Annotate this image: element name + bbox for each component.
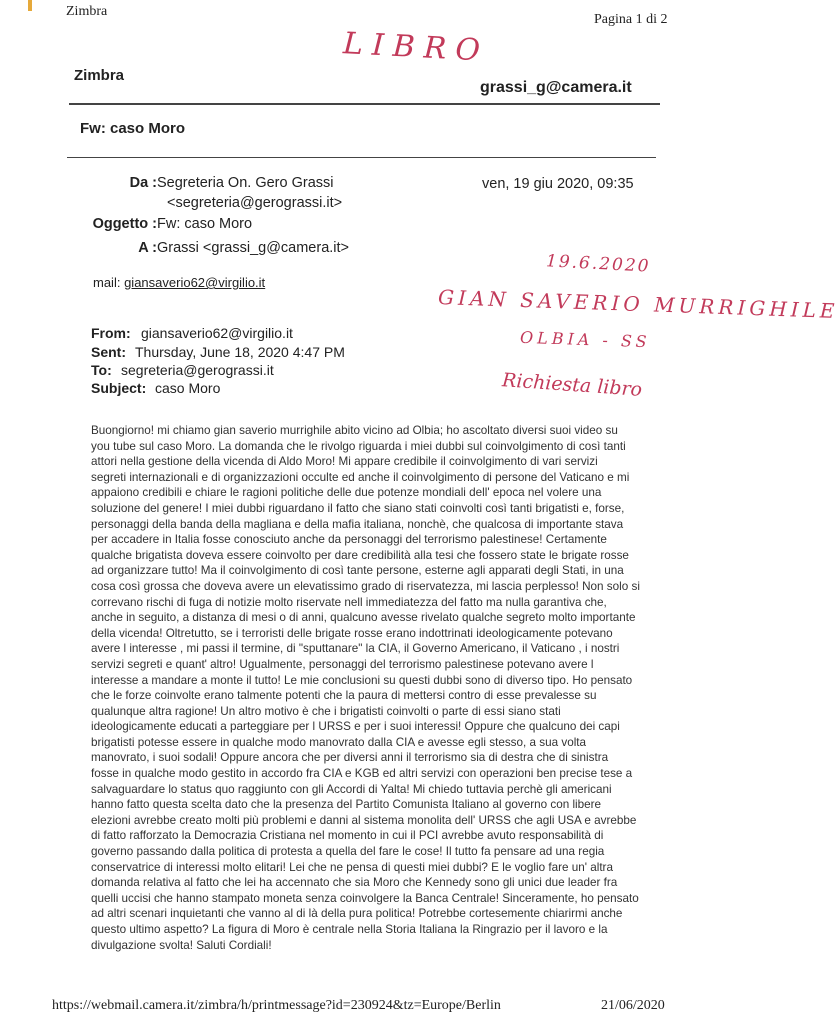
handwritten-request: Richiesta libro [501,369,643,401]
footer-url: https://webmail.camera.it/zimbra/h/printmessage?id=230924&tz=Europe/Berlin [52,998,501,1013]
body-line: brigatisti potesse essere in qualche modo manovrato dalla CIA e avesse egli stesso, a sua volta [91,735,587,749]
fw-sent-label: Sent: [91,344,126,360]
print-header-title: Zimbra [66,4,108,19]
account-email: grassi_g@camera.it [480,79,632,96]
fw-from-value: giansaverio62@virgilio.it [141,325,293,341]
body-line: qualunque altra ragione! Un altro motivo è che i brigatisti coinvolti o parte di essi siano stati [91,704,561,718]
body-line: della vicenda! Oltretutto, se i terroristi delle brigate rosse erano indottrinati ideologicamente potevano [91,626,613,640]
body-line: you tube sul caso Moro. La domanda che le rivolgo riguarda i miei dubbi sul coinvolgimento di così tanti [91,439,626,453]
to-label: A : [138,240,157,256]
footer-date: 21/06/2020 [601,998,665,1013]
body-line: salvaguardare lo status quo raggiunto con gli Accordi di Yalta! Mi chiedo tuttavia perchè gli americani [91,782,612,796]
body-line: avere l interesse , mi passi il termine, di "sputtanare" la CIA, il Governo Americano, il Vaticano , i nostri [91,642,620,656]
page-title: Fw: caso Moro [80,120,186,137]
body-line: questo ultimo aspetto? La figura di Moro è centrale nella Storia Italiana la Ringrazio per il lavoro e la [91,923,608,936]
title-divider [67,157,656,158]
body-line: correvano rischi di fuga di notizie molto riservate nell immediatezza del fatto ma nulla garantiva che, [91,595,607,609]
body-line: elezioni avrebbe creato molti più problemi e danni al sistema monolita dell' URSS che agli USA e avrebbe [91,813,637,827]
body-line: conservatrice di interessi molto elitari! Lei che ne pensa di questi miei dubbi? E le voglio fare un' altra [91,860,613,874]
subject-value: Fw: caso Moro [157,216,253,232]
print-page-number: Pagina 1 di 2 [594,12,668,27]
body-line: domanda relativa al fatto che lei ha accennato che sia Moro che Kennedy sono gli unici due leader fra [91,876,618,890]
body-line: appaiono credibili e chiare le ragioni politiche delle due potenze mondiali dell' epoca nel volere una [91,486,602,500]
mail-address-link[interactable]: giansaverio62@virgilio.it [124,275,266,290]
body-line: servizi segreti e quant' altro! Ugualmente, personaggi del terrorismo palestinese potevano avere l [91,657,594,671]
from-name: Segreteria On. Gero Grassi [157,175,334,191]
handwritten-city: OLBIA - SS [519,327,651,352]
header-divider [69,103,660,105]
fw-sent-value: Thursday, June 18, 2020 4:47 PM [135,344,345,360]
message-date: ven, 19 giu 2020, 09:35 [482,176,634,192]
body-line: per accadere in Italia fosse conosciuto anche da personaggi del terrorismo palestinese! Certamente [91,533,607,547]
fw-subject-label: Subject: [91,380,147,396]
body-line: che le forze coinvolte erano talmente potenti che la paura di mettersi contro di esse prevalesse su [91,689,597,703]
message-body [91,423,673,953]
handwritten-date: 19.6.2020 [545,251,651,277]
handwritten-libro: LIBRO [342,26,490,69]
body-line: ideologicamente educati a parteggiare per l URSS e per i suoi interessi! Oppure che qualcuno dei capi [91,720,620,734]
fw-subject-value: caso Moro [155,380,221,396]
body-line: governo passando dalla politica di protesta a quella del fare le cose! Il tutto fa pensare ad una regia [91,845,605,859]
body-line: cosa così grossa che doveva avere un elevatissimo grado di riservatezza, mi lascia perplesso! Non solo si [91,579,640,593]
body-line: attori nella gestione della vicenda di Aldo Moro! Mi appare credibile il coinvolgimento di vari servizi [91,455,598,469]
body-line: ad altri scenari inquietanti che vanno al di là della pura politica! Potrebbe cortesemente chiarirmi anche [91,907,623,921]
mail-line [93,275,265,290]
subject-label: Oggetto : [92,216,157,232]
body-line: Buongiorno! mi chiamo gian saverio murrighile abito vicino ad Olbia; ho ascoltato diversi suoi video su [91,424,618,437]
mail-label: mail: [93,275,121,290]
body-line: hanno fatto questa scelta dato che la presenza del Partito Comunista Italiano al governo con libere [91,798,602,812]
fw-to-value: segreteria@gerograssi.it [121,362,274,378]
fw-to-label: To: [91,362,112,378]
fw-from-label: From: [91,325,131,341]
from-address: <segreteria@gerograssi.it> [167,195,343,211]
body-line: di fatto rafforzato la Democrazia Cristiana nel momento in cui il PCI avrebbe avuto responsabilità di [91,829,604,843]
body-line: manovrato, i suoi sodali! Oppure ancora che per diversi anni il terrorismo sia di destra che di sinistra [91,751,609,765]
body-line: divulgazione svolta! Saluti Cordiali! [91,938,272,952]
body-line: qualche brigatista doveva essere coinvolto per dare credibilità alla tesi che fossero state le brigate rosse [91,548,629,562]
to-value: Grassi <grassi_g@camera.it> [157,240,350,256]
body-line: quelli uccisi che hanno stampato moneta senza coinvolgere la Banca Centrale! Sinceramente, ho pensato [91,891,639,905]
body-line: ad organizzare tutto! Ma il coinvolgimento di così tante persone, esterne agli apparati degli Stati, in una [91,564,624,578]
body-line: anche in seguito, a distanza di mesi o di anni, qualcuno avesse rivelato qualche segreto molto importante [91,611,636,625]
pencil-mark [28,0,32,11]
handwritten-name: GIAN SAVERIO MURRIGHILE [437,285,839,323]
body-line: segreti internazionali e di organizzazioni occulte ed anche il coinvolgimento di persone del Vaticano e mi [91,470,630,484]
body-line: personaggi della banda della magliana e della mafia italiana, nonchè, che qualcosa di importante stava [91,517,624,531]
from-label: Da : [129,175,157,191]
body-line: interesse a mandare a monte il tutto! Le mie conclusioni su questi dubbi sono di diverso tipo. Ho pensato [91,673,633,687]
body-line: soluzione del genere! I miei dubbi riguardano il fatto che siano stati coinvolti così tanti brigatisti e, forse, [91,501,625,515]
body-line: fosse in qualche modo gestito in accordo fra CIA e KGB ed altri servizi con operazioni ben precise tese a [91,767,633,781]
app-name: Zimbra [74,67,125,84]
